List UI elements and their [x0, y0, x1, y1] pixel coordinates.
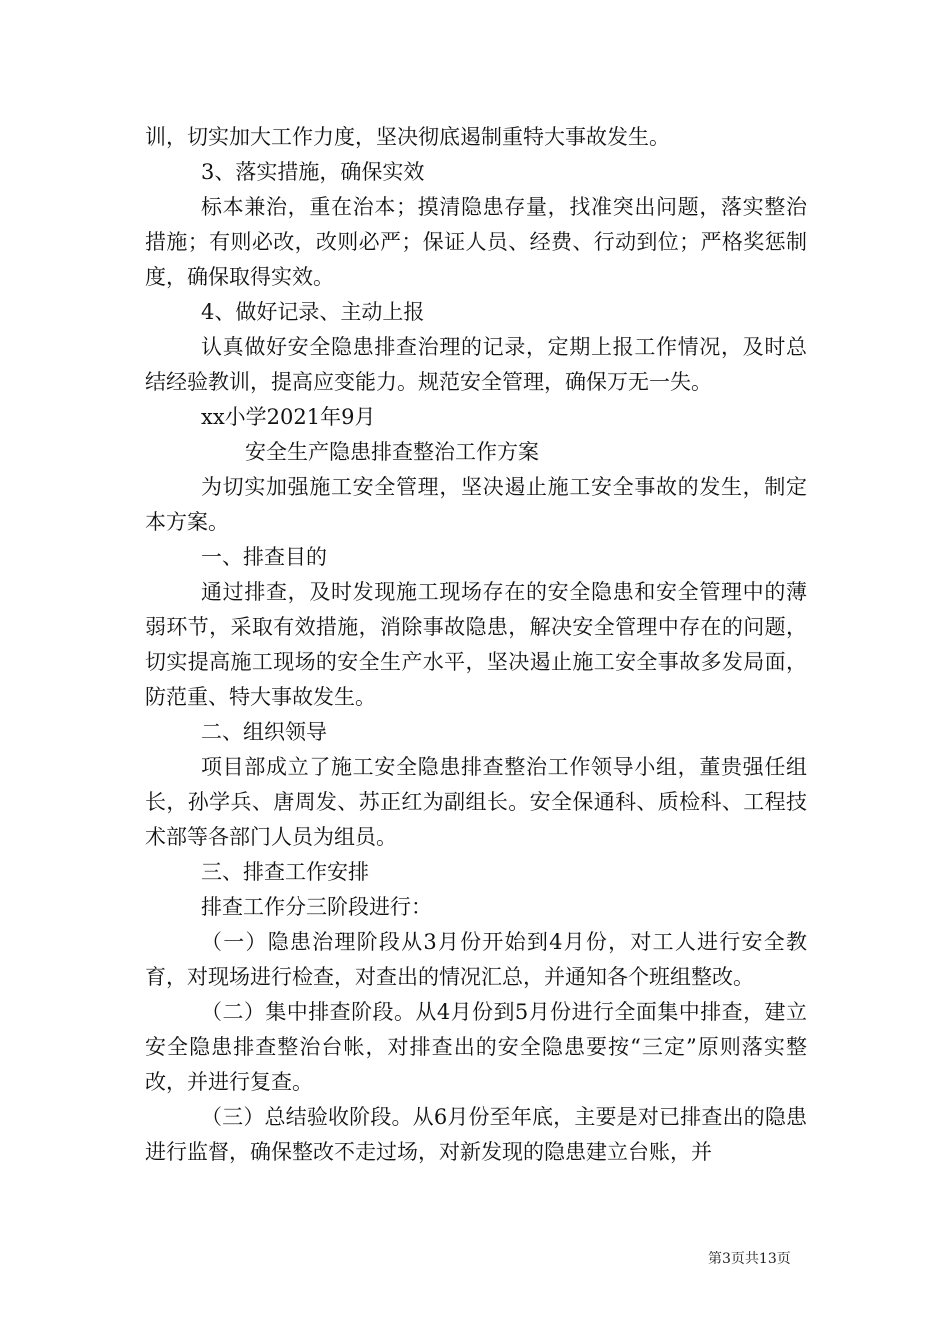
- page-number: 第3页共13页: [708, 1251, 791, 1267]
- section-heading-arrangement: 三、排查工作安排: [201, 860, 369, 884]
- paragraph-intro: 为切实加强施工安全管理，坚决遏止施工安全事故的发生，制定本方案。: [145, 475, 807, 534]
- signature-date: xx小学2021年9月: [201, 405, 376, 429]
- subheading-records-report: 4、做好记录、主动上报: [201, 300, 425, 324]
- section-heading-leadership: 二、组织领导: [201, 720, 327, 744]
- paragraph-stage-2: （二）集中排查阶段。从4月份到5月份进行全面集中排查，建立安全隐患排查整治台帐，对排查出的安全隐患要按“三定”原则落实整改，并进行复查。: [145, 1000, 807, 1094]
- paragraph-purpose: 通过排查，及时发现施工现场存在的安全隐患和安全管理中的薄弱环节，采取有效措施，消除事故隐患，解决安全管理中存在的问题，切实提高施工现场的安全生产水平，坚决遏止施工安全事故多发局面，防范重、特大事故发生。: [145, 580, 807, 709]
- subheading-implement-measures: 3、落实措施，确保实效: [201, 160, 425, 184]
- paragraph-measures: 标本兼治，重在治本；摸清隐患存量，找准突出问题，落实整治措施；有则必改，改则必严；保证人员、经费、行动到位；严格奖惩制度，确保取得实效。: [145, 195, 807, 289]
- document-title: 安全生产隐患排查整治工作方案: [245, 440, 539, 464]
- section-heading-purpose: 一、排查目的: [201, 545, 327, 569]
- paragraph-stage-3: （三）总结验收阶段。从6月份至年底，主要是对已排查出的隐患进行监督，确保整改不走过场，对新发现的隐患建立台账，并: [145, 1105, 807, 1164]
- paragraph-stage-1: （一）隐患治理阶段从3月份开始到4月份，对工人进行安全教育，对现场进行检查，对查出的情况汇总，并通知各个班组整改。: [145, 930, 807, 989]
- paragraph-stages-intro: 排查工作分三阶段进行：: [201, 895, 432, 919]
- document-body: [145, 120, 807, 1170]
- paragraph-leadership: 项目部成立了施工安全隐患排查整治工作领导小组，董贵强任组长，孙学兵、唐周发、苏正红为副组长。安全保通科、质检科、工程技术部等各部门人员为组员。: [145, 755, 807, 849]
- paragraph-records: 认真做好安全隐患排查治理的记录，定期上报工作情况，及时总结经验教训，提高应变能力。规范安全管理，确保万无一失。: [145, 335, 807, 394]
- paragraph-continuation: 训，切实加大工作力度，坚决彻底遏制重特大事故发生。: [145, 125, 670, 149]
